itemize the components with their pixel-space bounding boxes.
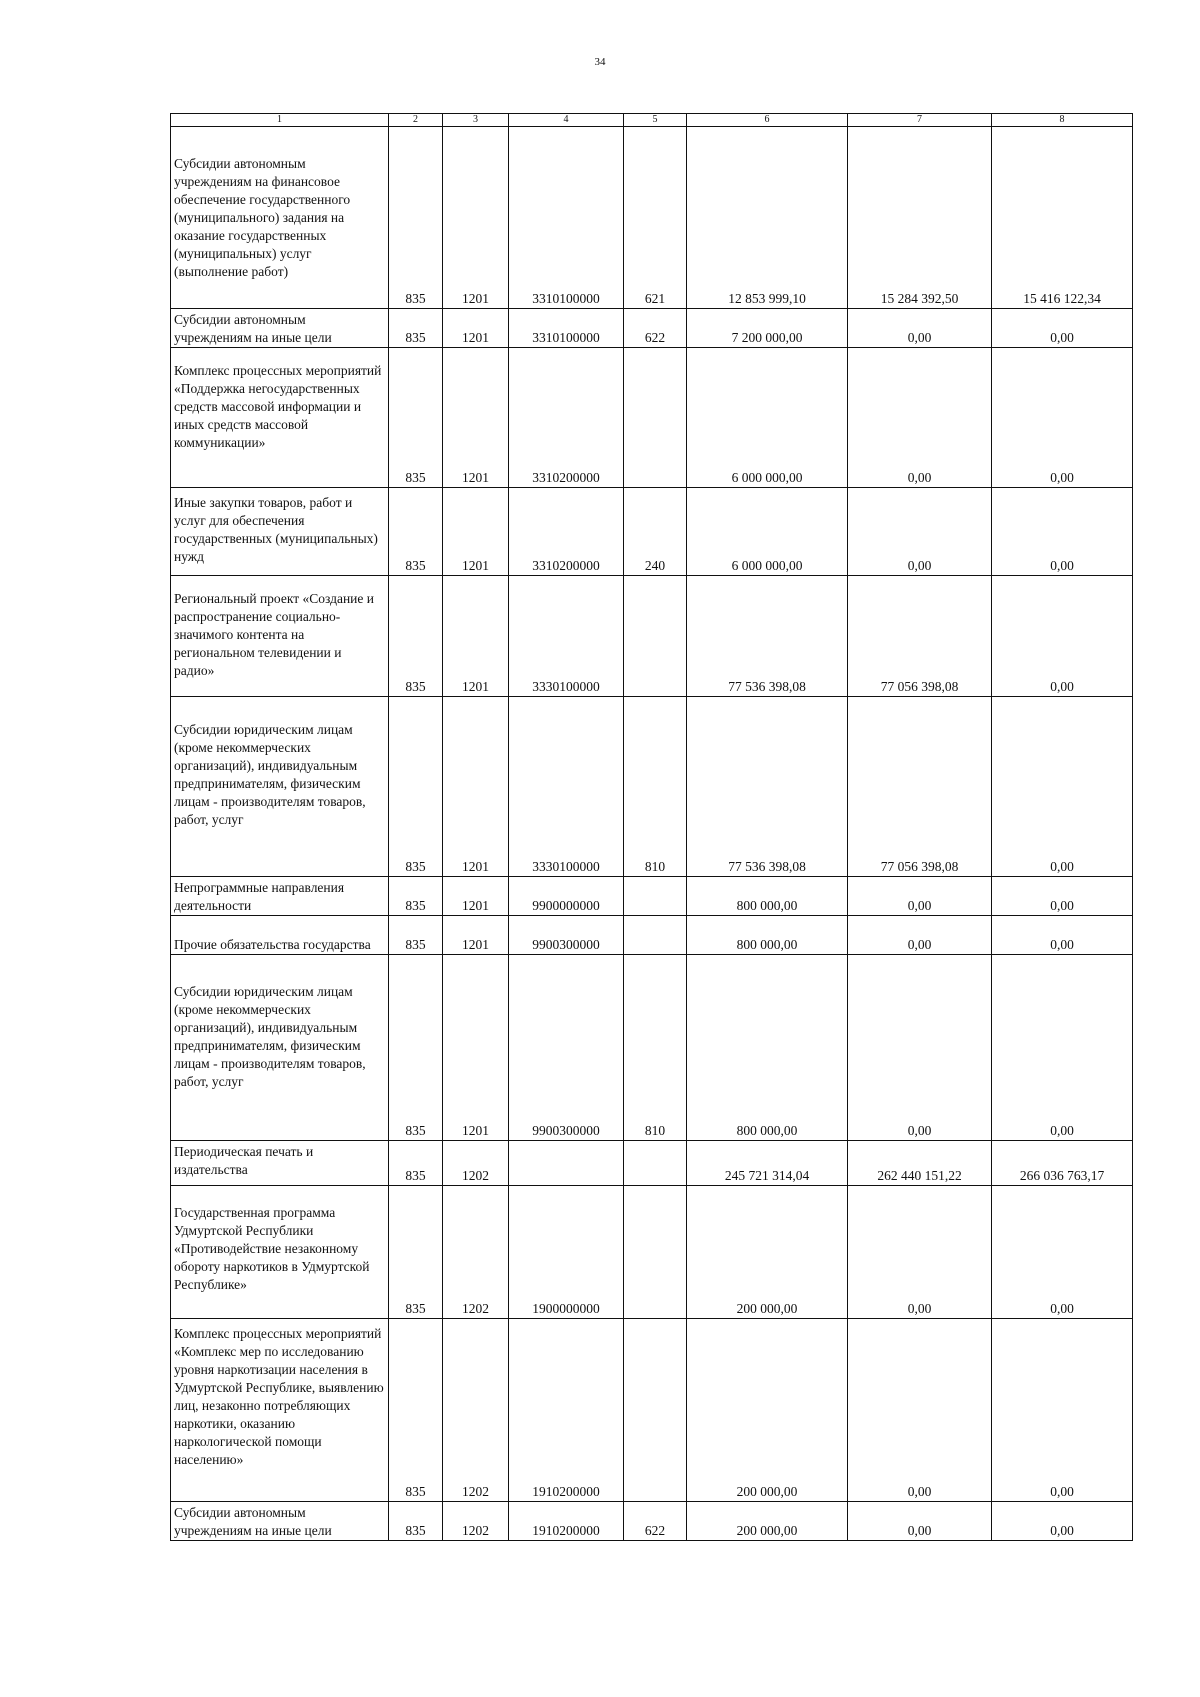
expense-type-code: 621	[624, 127, 687, 309]
section-code: 1202	[443, 1186, 509, 1319]
section-code: 1202	[443, 1141, 509, 1186]
section-code: 1201	[443, 697, 509, 877]
item-name: Периодическая печать и издательства	[171, 1141, 389, 1186]
table-row	[171, 955, 1133, 1141]
section-code: 1201	[443, 488, 509, 576]
ministry-code: 835	[389, 916, 443, 955]
amount-col8: 0,00	[992, 348, 1133, 488]
ministry-code: 835	[389, 955, 443, 1141]
item-name: Иные закупки товаров, работ и услуг для обеспечения государственных (муниципальных) нужд	[171, 488, 389, 576]
item-name: Субсидии автономным учреждениям на иные цели	[171, 309, 389, 348]
amount-col7: 0,00	[848, 877, 992, 916]
section-code: 1201	[443, 955, 509, 1141]
target-code: 3310200000	[509, 348, 624, 488]
item-name: Субсидии юридическим лицам (кроме некоммерческих организаций), индивидуальным предпринимателям, физическим лицам - производителям товаров, работ, услуг	[171, 955, 389, 1141]
column-header: 1	[171, 114, 389, 127]
column-header: 2	[389, 114, 443, 127]
section-code: 1202	[443, 1502, 509, 1541]
amount-col6: 6 000 000,00	[687, 348, 848, 488]
page-number: 34	[594, 56, 606, 68]
expense-type-code	[624, 576, 687, 697]
item-name: Субсидии юридическим лицам (кроме некоммерческих организаций), индивидуальным предпринимателям, физическим лицам - производителям товаров, работ, услуг	[171, 697, 389, 877]
section-code: 1201	[443, 348, 509, 488]
column-header: 4	[509, 114, 624, 127]
expense-type-code	[624, 1319, 687, 1502]
amount-col8: 0,00	[992, 1186, 1133, 1319]
item-name: Прочие обязательства государства	[171, 916, 389, 955]
amount-col8: 0,00	[992, 576, 1133, 697]
ministry-code: 835	[389, 1186, 443, 1319]
table-row	[171, 1319, 1133, 1502]
target-code: 9900000000	[509, 877, 624, 916]
section-code: 1201	[443, 877, 509, 916]
item-name: Комплекс процессных мероприятий «Поддержка негосударственных средств массовой информации и иных средств массовой коммуникации»	[171, 348, 389, 488]
column-header: 5	[624, 114, 687, 127]
expense-type-code: 810	[624, 697, 687, 877]
amount-col7: 0,00	[848, 1186, 992, 1319]
table-row	[171, 697, 1133, 877]
ministry-code: 835	[389, 1319, 443, 1502]
target-code: 1900000000	[509, 1186, 624, 1319]
amount-col6: 200 000,00	[687, 1319, 848, 1502]
table-row	[171, 576, 1133, 697]
item-name: Субсидии автономным учреждениям на иные цели	[171, 1502, 389, 1541]
expense-type-code: 622	[624, 309, 687, 348]
ministry-code: 835	[389, 1141, 443, 1186]
amount-col7: 0,00	[848, 488, 992, 576]
amount-col8: 0,00	[992, 309, 1133, 348]
table-row	[171, 1502, 1133, 1541]
table-row	[171, 1141, 1133, 1186]
amount-col7: 0,00	[848, 309, 992, 348]
amount-col8: 15 416 122,34	[992, 127, 1133, 309]
expense-type-code: 240	[624, 488, 687, 576]
table-row	[171, 877, 1133, 916]
ministry-code: 835	[389, 309, 443, 348]
expense-type-code: 810	[624, 955, 687, 1141]
column-header: 7	[848, 114, 992, 127]
amount-col7: 77 056 398,08	[848, 697, 992, 877]
amount-col7: 15 284 392,50	[848, 127, 992, 309]
budget-table	[170, 113, 1133, 1541]
table-row	[171, 127, 1133, 309]
ministry-code: 835	[389, 1502, 443, 1541]
target-code: 9900300000	[509, 955, 624, 1141]
ministry-code: 835	[389, 877, 443, 916]
amount-col7: 0,00	[848, 1502, 992, 1541]
expense-type-code: 622	[624, 1502, 687, 1541]
target-code: 9900300000	[509, 916, 624, 955]
amount-col6: 77 536 398,08	[687, 697, 848, 877]
amount-col8: 0,00	[992, 488, 1133, 576]
expense-type-code	[624, 1141, 687, 1186]
column-header: 3	[443, 114, 509, 127]
expense-type-code	[624, 877, 687, 916]
amount-col8: 0,00	[992, 877, 1133, 916]
expense-type-code	[624, 1186, 687, 1319]
amount-col6: 800 000,00	[687, 916, 848, 955]
amount-col7: 77 056 398,08	[848, 576, 992, 697]
target-code: 3310100000	[509, 127, 624, 309]
ministry-code: 835	[389, 576, 443, 697]
section-code: 1201	[443, 916, 509, 955]
column-number-header-row	[171, 114, 1133, 127]
target-code: 3310100000	[509, 309, 624, 348]
expense-type-code	[624, 348, 687, 488]
column-header: 8	[992, 114, 1133, 127]
expense-type-code	[624, 916, 687, 955]
amount-col8: 0,00	[992, 1319, 1133, 1502]
column-header: 6	[687, 114, 848, 127]
item-name: Непрограммные направления деятельности	[171, 877, 389, 916]
item-name: Комплекс процессных мероприятий «Комплекс мер по исследованию уровня наркотизации населения в Удмуртской Республике, выявлению лиц, незаконно потребляющих наркотики, оказанию наркологической помощи населению»	[171, 1319, 389, 1502]
amount-col8: 0,00	[992, 955, 1133, 1141]
ministry-code: 835	[389, 127, 443, 309]
amount-col7: 0,00	[848, 916, 992, 955]
amount-col6: 7 200 000,00	[687, 309, 848, 348]
target-code	[509, 1141, 624, 1186]
table-row	[171, 488, 1133, 576]
amount-col6: 200 000,00	[687, 1186, 848, 1319]
amount-col6: 800 000,00	[687, 955, 848, 1141]
target-code: 1910200000	[509, 1502, 624, 1541]
table-row	[171, 916, 1133, 955]
target-code: 3330100000	[509, 576, 624, 697]
amount-col6: 77 536 398,08	[687, 576, 848, 697]
amount-col6: 800 000,00	[687, 877, 848, 916]
item-name: Региональный проект «Создание и распространение социально-значимого контента на региональном телевидении и радио»	[171, 576, 389, 697]
ministry-code: 835	[389, 488, 443, 576]
section-code: 1201	[443, 309, 509, 348]
table-row	[171, 348, 1133, 488]
target-code: 3310200000	[509, 488, 624, 576]
amount-col8: 0,00	[992, 1502, 1133, 1541]
amount-col6: 12 853 999,10	[687, 127, 848, 309]
amount-col7: 0,00	[848, 348, 992, 488]
ministry-code: 835	[389, 697, 443, 877]
item-name: Государственная программа Удмуртской Республики «Противодействие незаконному обороту наркотиков в Удмуртской Республике»	[171, 1186, 389, 1319]
amount-col7: 262 440 151,22	[848, 1141, 992, 1186]
amount-col6: 6 000 000,00	[687, 488, 848, 576]
amount-col8: 0,00	[992, 697, 1133, 877]
item-name: Субсидии автономным учреждениям на финансовое обеспечение государственного (муниципального) задания на оказание государственных (муниципальных) услуг (выполнение работ)	[171, 127, 389, 309]
amount-col6: 245 721 314,04	[687, 1141, 848, 1186]
amount-col8: 266 036 763,17	[992, 1141, 1133, 1186]
table-row	[171, 1186, 1133, 1319]
table-row	[171, 309, 1133, 348]
section-code: 1201	[443, 127, 509, 309]
target-code: 1910200000	[509, 1319, 624, 1502]
section-code: 1201	[443, 576, 509, 697]
amount-col8: 0,00	[992, 916, 1133, 955]
target-code: 3330100000	[509, 697, 624, 877]
amount-col7: 0,00	[848, 1319, 992, 1502]
section-code: 1202	[443, 1319, 509, 1502]
amount-col6: 200 000,00	[687, 1502, 848, 1541]
amount-col7: 0,00	[848, 955, 992, 1141]
ministry-code: 835	[389, 348, 443, 488]
